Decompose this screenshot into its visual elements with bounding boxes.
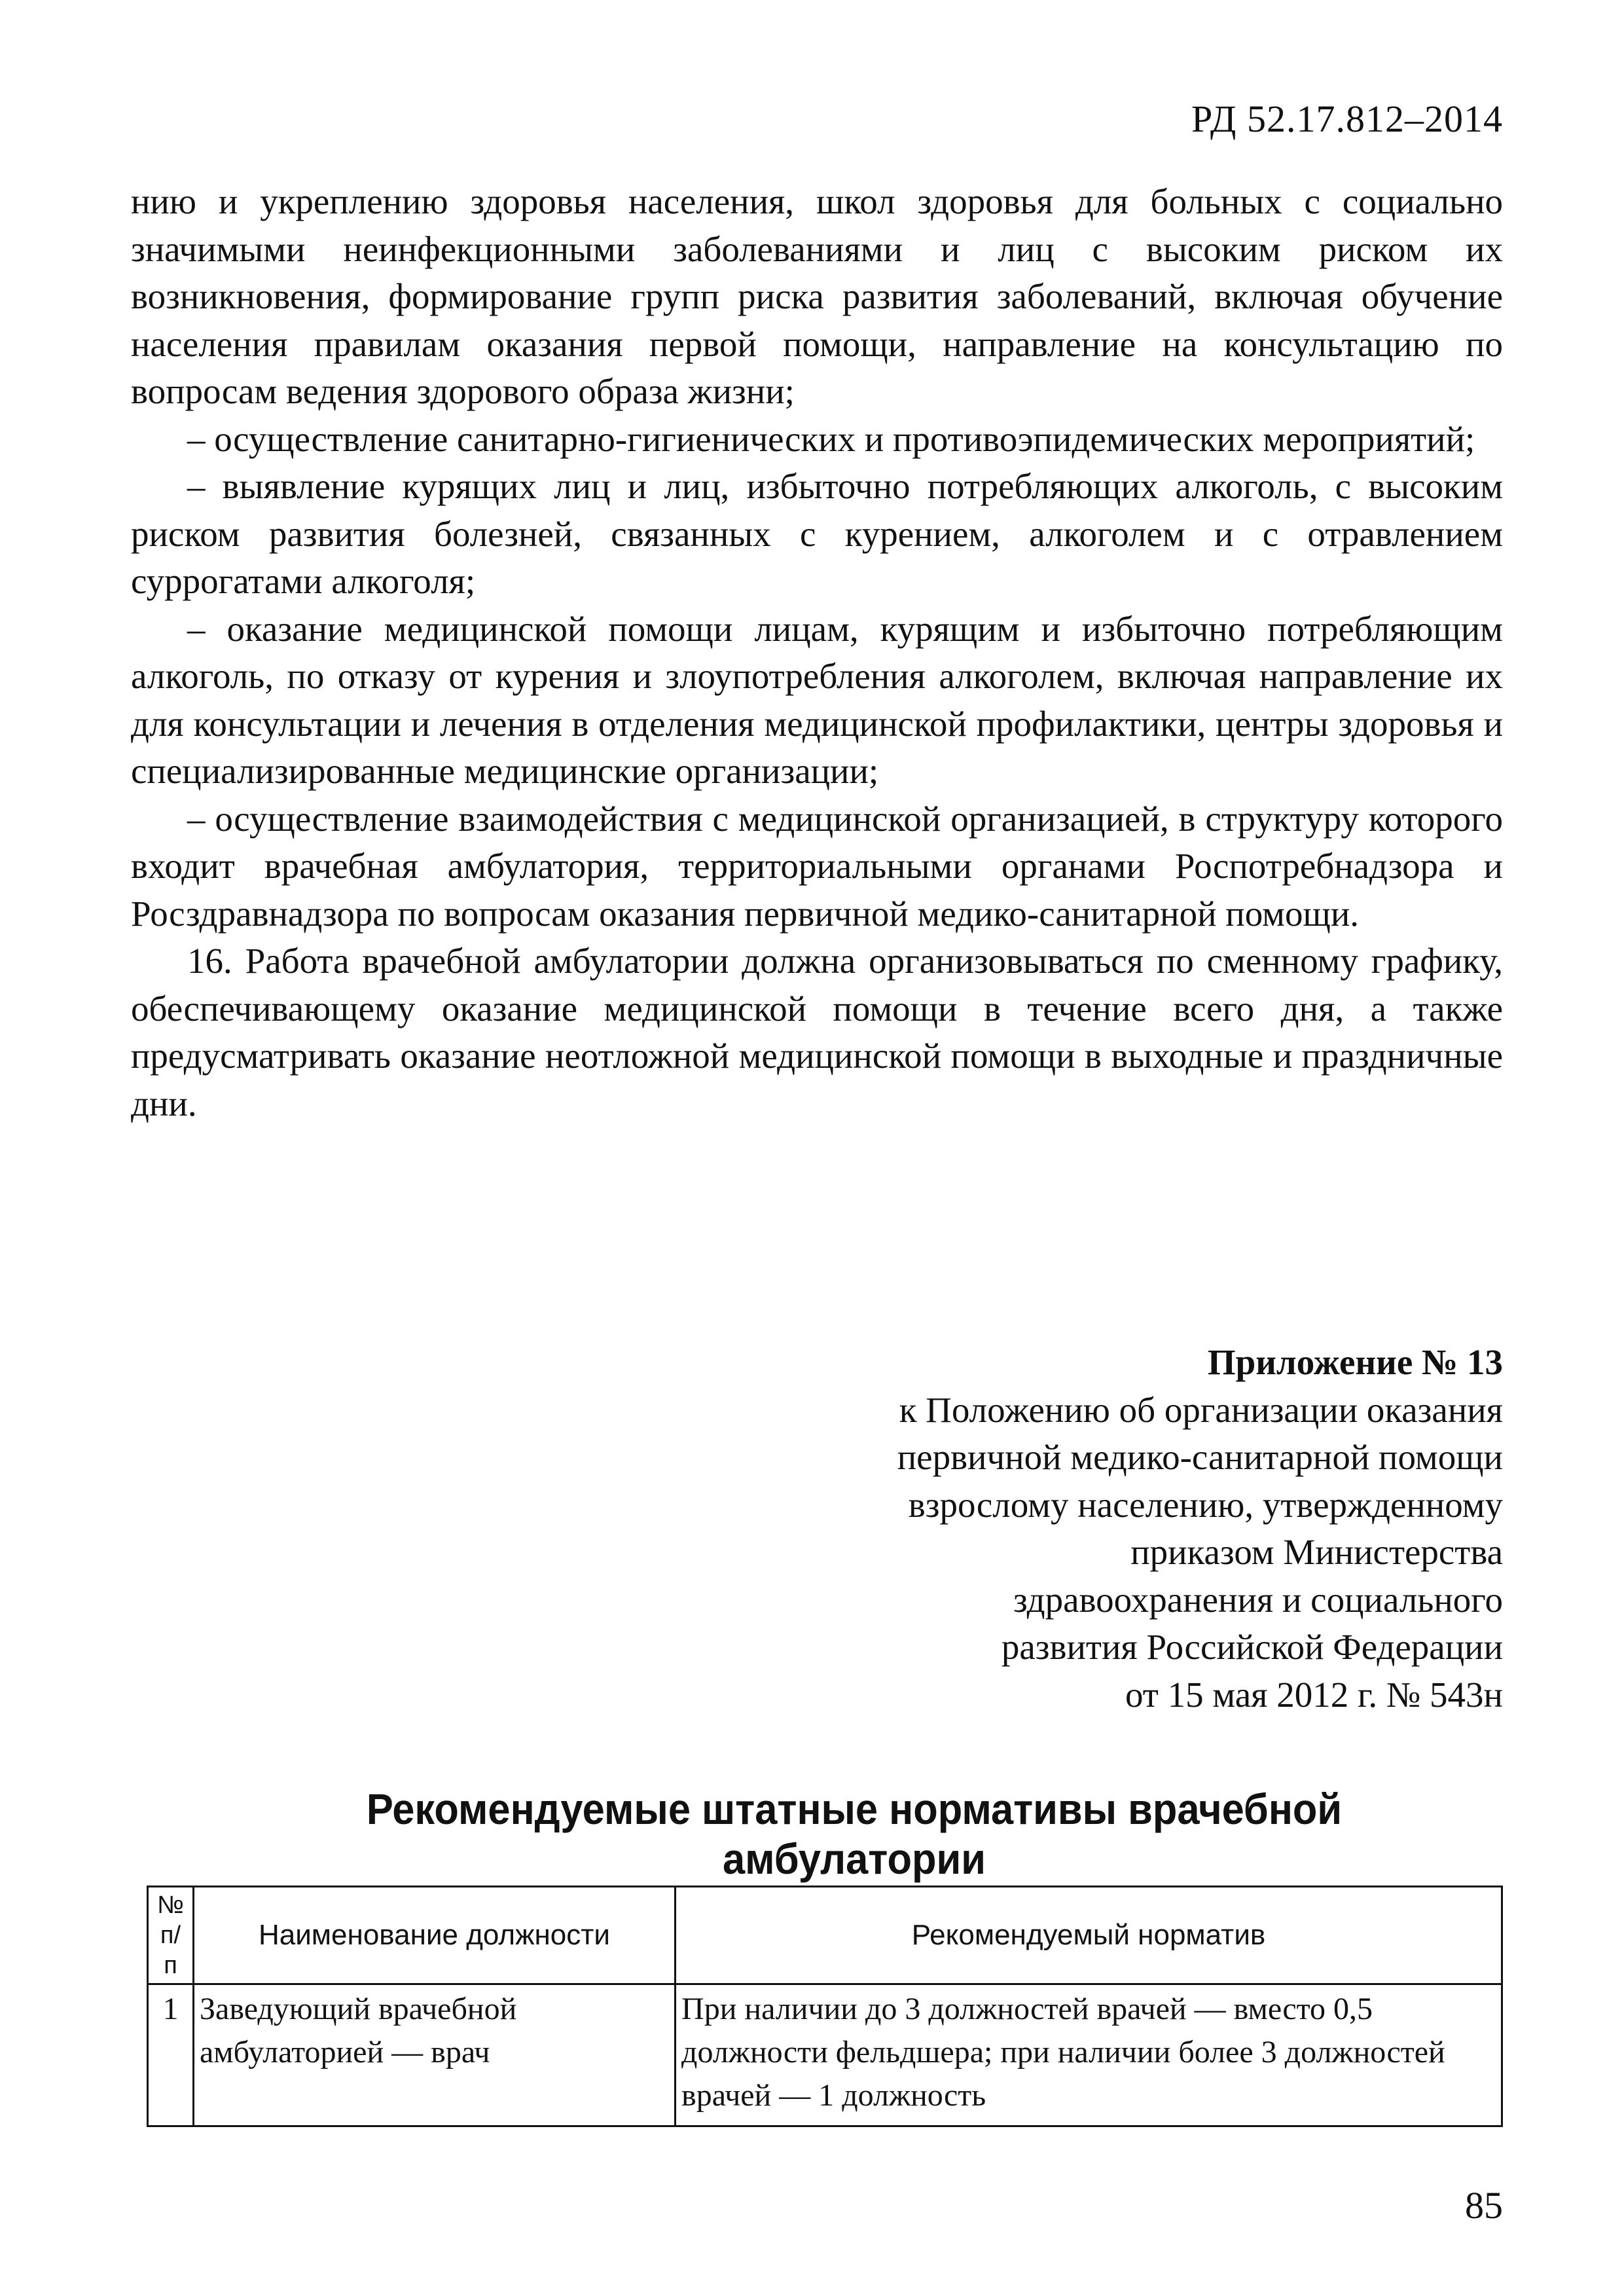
cell-num: 1 <box>148 1984 194 2126</box>
paragraph: – оказание медицинской помощи лицам, курящим и избыточно потребляющим алкоголь, по отказу от курения и злоупотребления алкоголем, включая направление их для консультации и лечения в отделения медицинской профилактики, центры здоровья и специализированные медицинские организации; <box>131 608 1503 791</box>
appendix-line: от 15 мая 2012 г. № 543н <box>1125 1674 1503 1715</box>
table-header-row <box>148 1887 1502 1984</box>
appendix-line: взрослому населению, утвержденному <box>908 1484 1503 1525</box>
paragraph: 16. Работа врачебной амбулатории должна организовываться по сменному графику, обеспечивающему оказание медицинской помощи в течение всего дня, а также предусматривать оказание неотложной медицинской помощи в выходные и праздничные дни. <box>131 941 1503 1123</box>
paragraph: нию и укреплению здоровья населения, школ здоровья для больных с социально значимыми неинфекционными заболеваниями и лиц с высоким риском их возникновения, формирование групп риска развития заболеваний, включая обучение населения правилам оказания первой помощи, направление на консультацию по вопросам ведения здорового образа жизни; <box>131 181 1503 411</box>
header-norm: Рекомендуемый норматив <box>676 1887 1502 1984</box>
appendix-block <box>783 1339 1503 1719</box>
paragraph: – осуществление санитарно-гигиенических и противоэпидемических мероприятий; <box>187 418 1475 459</box>
appendix-line: первичной медико-санитарной помощи <box>897 1437 1503 1477</box>
cell-position: Заведующий врачебной амбулаторией — врач <box>193 1984 675 2126</box>
appendix-title: Приложение № 13 <box>1207 1342 1503 1382</box>
appendix-line: здравоохранения и социального <box>1013 1579 1503 1620</box>
table-row <box>148 1984 1502 2126</box>
appendix-line: приказом Министерства <box>1130 1532 1503 1572</box>
header-position: Наименование должности <box>193 1887 675 1984</box>
body-text <box>131 178 1503 1127</box>
appendix-line: к Положению об организации оказания <box>899 1389 1503 1430</box>
paragraph: – выявление курящих лиц и лиц, избыточно потребляющих алкоголь, с высоким риском развития болезней, связанных с курением, алкоголем и с отравлением суррогатами алкоголя; <box>131 466 1503 601</box>
page-number: 85 <box>1465 2184 1503 2227</box>
table-title: Рекомендуемые штатные нормативы врачебной амбулатории <box>366 1785 1343 1883</box>
header-num: № п/п <box>148 1887 194 1984</box>
cell-norm: При наличии до 3 должностей врачей — вместо 0,5 должности фельдшера; при наличии более 3 должностей врачей — 1 должность <box>676 1984 1502 2126</box>
appendix-line: развития Российской Федерации <box>1001 1627 1503 1667</box>
document-code: РД 52.17.812–2014 <box>1191 98 1503 140</box>
paragraph: – осуществление взаимодействия с медицинской организацией, в структуру которого входит врачебная амбулатория, территориальными органами Роспотребнадзора и Росздравнадзора по вопросам оказания первичной медико-санитарной помощи. <box>131 798 1503 934</box>
staff-table <box>147 1886 1503 2127</box>
